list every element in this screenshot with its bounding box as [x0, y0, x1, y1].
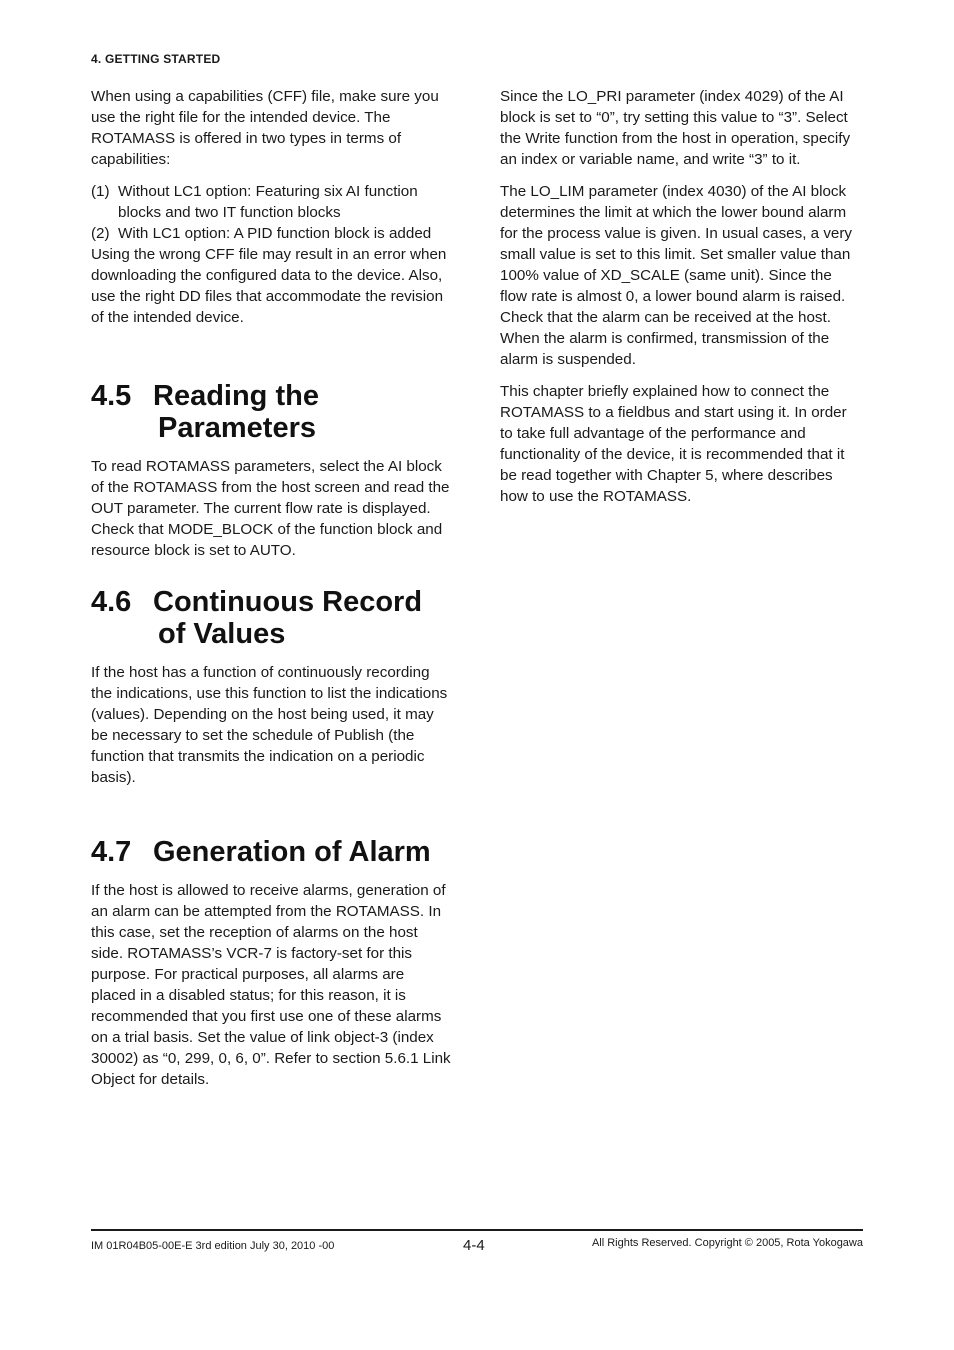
footer-copyright: All Rights Reserved. Copyright © 2005, Rota Yokogawa	[591, 1237, 863, 1249]
list-item-text: Without LC1 option: Featuring six AI function blocks and two IT function blocks	[118, 183, 418, 221]
cff-intro-paragraph: When using a capabilities (CFF) file, make sure you use the right file for the intended device. The ROTAMASS is offered in two types in terms of capabilities:	[91, 88, 439, 168]
right-column	[500, 86, 862, 518]
list-item	[91, 181, 453, 223]
section-title: Generation of Alarm	[153, 836, 431, 868]
section-4-6-heading	[91, 586, 453, 650]
list-item-text: With LC1 option: A PID function block is added	[118, 225, 432, 242]
cff-warning-paragraph: Using the wrong CFF file may result in an error when downloading the configured data to the device. Also, use the right DD files that accommodate the revision of the intended device.	[91, 246, 447, 326]
section-4-6-body: If the host has a function of continuously recording the indications, use this function to list the indications (values). Depending on the host being used, it may be necessary to set the schedule of Publish (the function that transmits the indication on a periodic basis).	[91, 664, 448, 786]
lo-lim-paragraph: The LO_LIM parameter (index 4030) of the AI block determines the limit at which the lower bound alarm for the process value is given. In usual cases, a very small value is set to this limit. Set smaller value than 100% value of XD_SCALE (same unit). Since the flow rate is almost 0, a lower bound alarm is raised. Check that the alarm can be received at the host. When the alarm is confirmed, transmission of the alarm is suspended.	[500, 183, 853, 368]
section-4-7-body: If the host is allowed to receive alarms, generation of an alarm can be attempted from the ROTAMASS. In this case, set the reception of alarms on the host side. ROTAMASS’s VCR-7 is factory-set for this purpose. For practical purposes, all alarms are placed in a disabled status; for this reason, it is recommended that you first use one of these alarms on a trial basis. Set the value of link object-3 (index 30002) as “0, 299, 0, 6, 0”. Refer to section 5.6.1 Link Object for details.	[91, 882, 451, 1088]
section-title-line2: of Values	[158, 618, 286, 650]
footer-rule	[91, 1229, 863, 1231]
capabilities-list	[91, 181, 453, 244]
footer-doc-id: IM 01R04B05-00E-E 3rd edition July 30, 2010 -00	[91, 1240, 335, 1252]
running-head: 4. GETTING STARTED	[91, 52, 221, 66]
section-4-5-body: To read ROTAMASS parameters, select the AI block of the ROTAMASS from the host screen and read the OUT parameter. The current flow rate is displayed. Check that MODE_BLOCK of the function block and resource block is set to AUTO.	[91, 458, 450, 559]
section-title-line1: Reading the	[153, 380, 319, 412]
section-title-line2: Parameters	[158, 412, 316, 444]
section-number: 4.6	[91, 586, 132, 618]
chapter-summary-paragraph: This chapter briefly explained how to connect the ROTAMASS to a fieldbus and start using it. In order to take full advantage of the performance and functionality of the device, it is recommended that it be read together with Chapter 5, where describes how to use the ROTAMASS.	[500, 383, 847, 505]
list-item	[91, 223, 453, 244]
lo-pri-paragraph: Since the LO_PRI parameter (index 4029) of the AI block is set to “0”, try setting this value to “3”. Select the Write function from the host in operation, specify an index or variable name, and write “3” to it.	[500, 88, 851, 168]
section-4-7-heading	[91, 836, 453, 868]
left-column	[91, 86, 453, 1101]
list-item-number: (2)	[91, 225, 110, 242]
section-4-5-heading	[91, 380, 453, 444]
section-number: 4.5	[91, 380, 132, 412]
list-item-number: (1)	[91, 183, 110, 200]
section-number: 4.7	[91, 836, 132, 868]
footer-page-number: 4-4	[463, 1237, 485, 1254]
section-title-line1: Continuous Record	[153, 586, 423, 618]
